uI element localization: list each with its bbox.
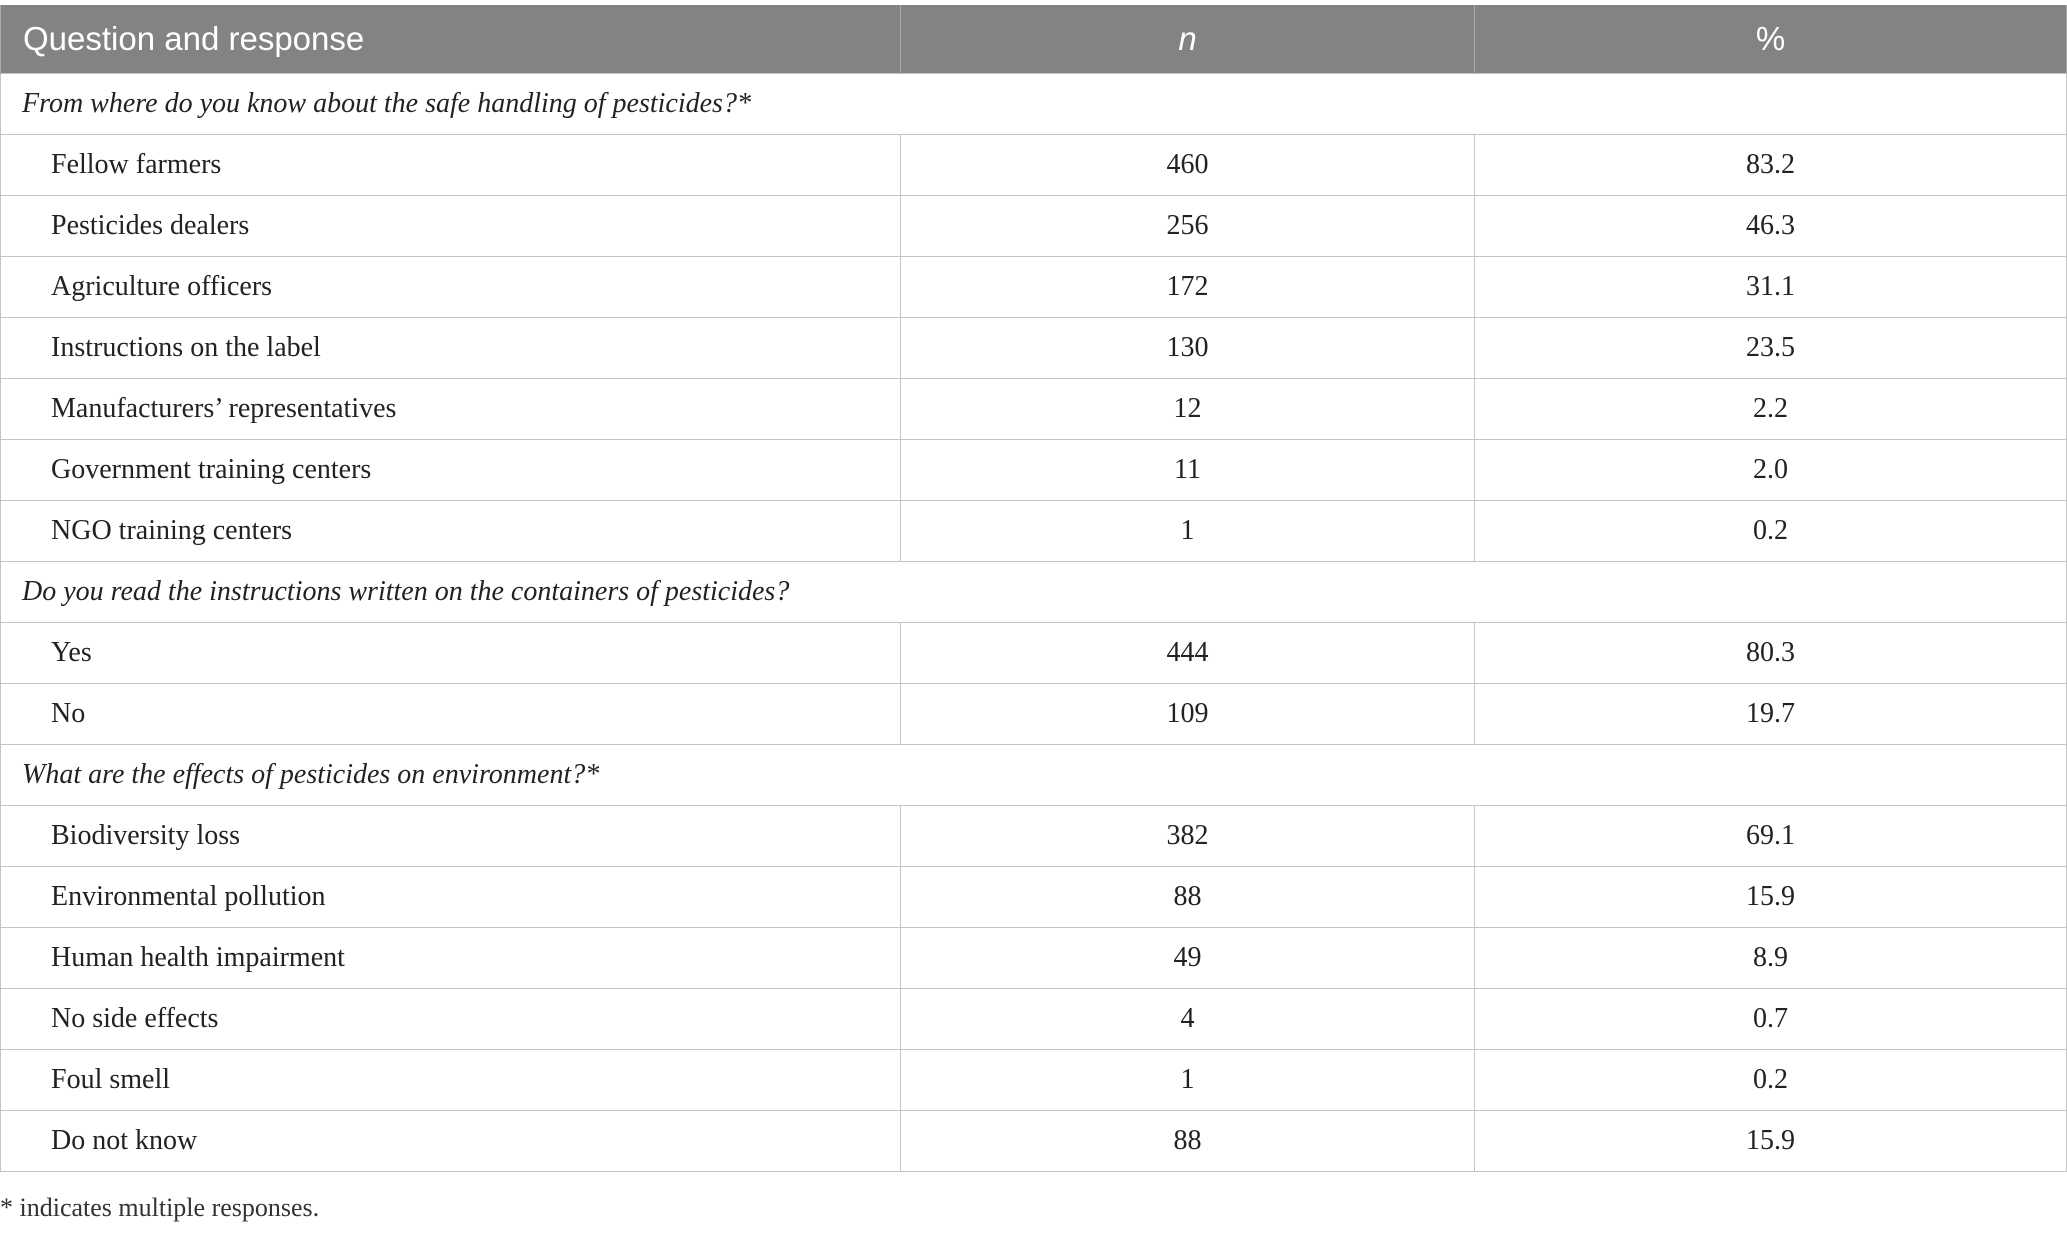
table-row bbox=[1, 501, 2067, 562]
survey-table bbox=[0, 5, 2067, 1172]
table-footnote: * indicates multiple responses. bbox=[0, 1193, 320, 1222]
response-label: No bbox=[1, 684, 901, 745]
table-row bbox=[1, 196, 2067, 257]
table-row bbox=[1, 379, 2067, 440]
response-n: 109 bbox=[901, 684, 1475, 745]
table-row bbox=[1, 989, 2067, 1050]
response-label: NGO training centers bbox=[1, 501, 901, 562]
header-row bbox=[1, 5, 2067, 74]
response-percent: 23.5 bbox=[1475, 318, 2067, 379]
table-row bbox=[1, 135, 2067, 196]
table-row bbox=[1, 684, 2067, 745]
response-n: 130 bbox=[901, 318, 1475, 379]
response-label: Manufacturers’ representatives bbox=[1, 379, 901, 440]
response-n: 1 bbox=[901, 501, 1475, 562]
response-label: No side effects bbox=[1, 989, 901, 1050]
response-percent: 0.2 bbox=[1475, 1050, 2067, 1111]
response-percent: 46.3 bbox=[1475, 196, 2067, 257]
response-percent: 2.2 bbox=[1475, 379, 2067, 440]
response-n: 444 bbox=[901, 623, 1475, 684]
response-percent: 2.0 bbox=[1475, 440, 2067, 501]
section-question: What are the effects of pesticides on environment?* bbox=[1, 745, 2067, 806]
response-n: 4 bbox=[901, 989, 1475, 1050]
response-label: Pesticides dealers bbox=[1, 196, 901, 257]
response-n: 12 bbox=[901, 379, 1475, 440]
table-row bbox=[1, 440, 2067, 501]
header-question: Question and response bbox=[1, 5, 901, 74]
response-n: 1 bbox=[901, 1050, 1475, 1111]
section-question: Do you read the instructions written on the containers of pesticides? bbox=[1, 562, 2067, 623]
section-row bbox=[1, 745, 2067, 806]
response-label: Government training centers bbox=[1, 440, 901, 501]
table-row bbox=[1, 318, 2067, 379]
response-n: 11 bbox=[901, 440, 1475, 501]
response-percent: 15.9 bbox=[1475, 867, 2067, 928]
response-label: Yes bbox=[1, 623, 901, 684]
response-label: Foul smell bbox=[1, 1050, 901, 1111]
header-percent: % bbox=[1475, 5, 2067, 74]
response-n: 88 bbox=[901, 867, 1475, 928]
response-label: Agriculture officers bbox=[1, 257, 901, 318]
header-n: n bbox=[901, 5, 1475, 74]
table-body bbox=[1, 74, 2067, 1172]
section-row bbox=[1, 74, 2067, 135]
response-percent: 8.9 bbox=[1475, 928, 2067, 989]
response-percent: 83.2 bbox=[1475, 135, 2067, 196]
response-percent: 15.9 bbox=[1475, 1111, 2067, 1172]
table-row bbox=[1, 806, 2067, 867]
table-row bbox=[1, 928, 2067, 989]
section-question: From where do you know about the safe handling of pesticides?* bbox=[1, 74, 2067, 135]
response-n: 382 bbox=[901, 806, 1475, 867]
table-row bbox=[1, 1050, 2067, 1111]
table-row bbox=[1, 257, 2067, 318]
response-label: Fellow farmers bbox=[1, 135, 901, 196]
response-label: Biodiversity loss bbox=[1, 806, 901, 867]
response-label: Human health impairment bbox=[1, 928, 901, 989]
table-row bbox=[1, 623, 2067, 684]
response-label: Do not know bbox=[1, 1111, 901, 1172]
response-percent: 80.3 bbox=[1475, 623, 2067, 684]
response-percent: 31.1 bbox=[1475, 257, 2067, 318]
response-percent: 0.7 bbox=[1475, 989, 2067, 1050]
response-percent: 0.2 bbox=[1475, 501, 2067, 562]
response-n: 49 bbox=[901, 928, 1475, 989]
section-row bbox=[1, 562, 2067, 623]
response-n: 460 bbox=[901, 135, 1475, 196]
response-n: 88 bbox=[901, 1111, 1475, 1172]
table-row bbox=[1, 867, 2067, 928]
response-n: 172 bbox=[901, 257, 1475, 318]
response-percent: 19.7 bbox=[1475, 684, 2067, 745]
table-row bbox=[1, 1111, 2067, 1172]
response-percent: 69.1 bbox=[1475, 806, 2067, 867]
response-n: 256 bbox=[901, 196, 1475, 257]
table-header bbox=[1, 5, 2067, 74]
response-label: Instructions on the label bbox=[1, 318, 901, 379]
response-label: Environmental pollution bbox=[1, 867, 901, 928]
